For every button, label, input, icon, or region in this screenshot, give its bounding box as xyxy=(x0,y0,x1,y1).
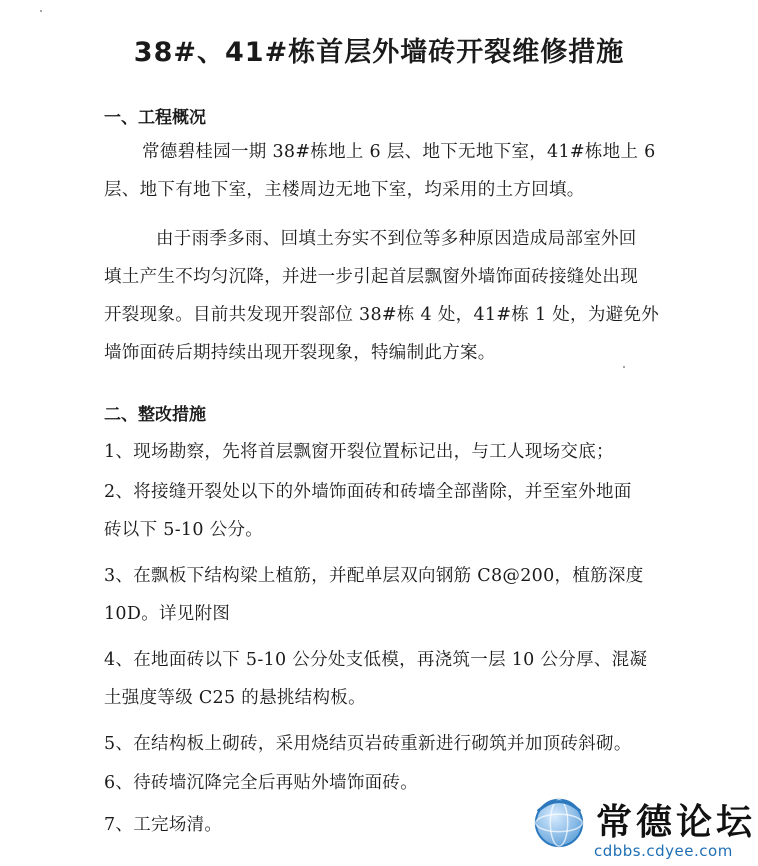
text-line: 由于雨季多雨、回填土夯实不到位等多种原因造成局部室外回 xyxy=(156,229,637,249)
text-line: 4、在地面砖以下 5-10 公分处支低模，再浇筑一层 10 公分厚、混凝 xyxy=(104,650,648,670)
overview-paragraph-1 xyxy=(104,133,664,209)
forum-watermark xyxy=(526,790,758,866)
text-line: 1、现场勘察，先将首层飘窗开裂位置标记出，与工人现场交底； xyxy=(104,442,614,462)
text-line: 砖以下 5-10 公分。 xyxy=(104,520,264,540)
text-line: 墙饰面砖后期持续出现开裂现象，特编制此方案。 xyxy=(104,343,496,363)
text-line: 7、工完场清。 xyxy=(104,815,223,835)
text-line: 层、地下有地下室，主楼周边无地下室，均采用的土方回填。 xyxy=(104,180,585,200)
section-heading-overview: 一、工程概况 xyxy=(104,108,206,128)
text-line: 3、在飘板下结构梁上植筋，并配单层双向钢筋 C8@200，植筋深度 xyxy=(104,566,644,586)
measure-item-3 xyxy=(104,557,664,633)
text-line: 10D。详见附图 xyxy=(104,604,231,624)
text-line: 开裂现象。目前共发现开裂部位 38#栋 4 处，41#栋 1 处，为避免外 xyxy=(104,305,660,325)
scan-speck xyxy=(40,10,42,12)
measure-item-4 xyxy=(104,641,664,717)
watermark-url: cdbbs.cdyee.com xyxy=(594,842,733,860)
text-line: 常德碧桂园一期 38#栋地上 6 层、地下无地下室，41#栋地上 6 xyxy=(142,142,656,162)
text-line: 6、待砖墙沉降完全后再贴外墙饰面砖。 xyxy=(104,773,419,793)
text-line: 填土产生不均匀沉降，并进一步引起首层飘窗外墙饰面砖接缝处出现 xyxy=(104,267,638,287)
text-line: 5、在结构板上砌砖，采用烧结页岩砖重新进行砌筑并加顶砖斜砌。 xyxy=(104,734,632,754)
watermark-site-name: 常德论坛 xyxy=(596,801,757,843)
cdbbs-globe-logo-icon xyxy=(530,792,588,850)
overview-paragraph-2 xyxy=(104,220,664,372)
measure-item-5 xyxy=(104,725,664,763)
text-line: 土强度等级 C25 的悬挑结构板。 xyxy=(104,688,366,708)
section-heading-measures: 二、整改措施 xyxy=(104,405,206,425)
document-title: 38#、41#栋首层外墙砖开裂维修措施 xyxy=(133,37,625,68)
measure-item-2 xyxy=(104,473,664,549)
scan-speck xyxy=(623,366,625,368)
text-line: 2、将接缝开裂处以下的外墙饰面砖和砖墙全部凿除，并至室外地面 xyxy=(104,482,632,502)
measure-item-1 xyxy=(104,433,664,471)
